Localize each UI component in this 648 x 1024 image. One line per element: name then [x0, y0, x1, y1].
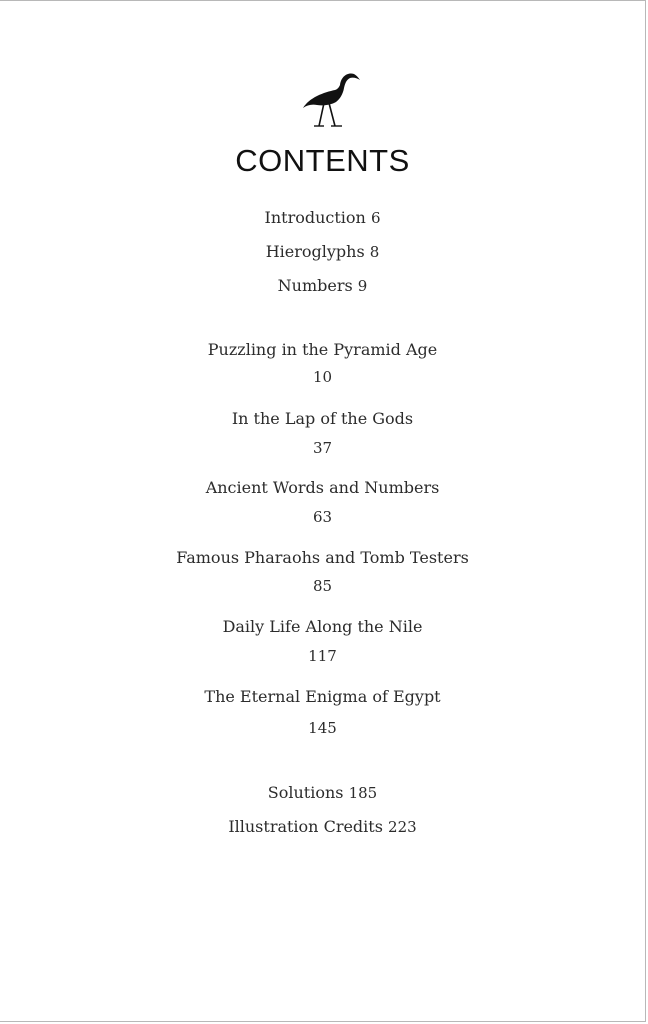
chapter-title[interactable]: In the Lap of the Gods [231, 409, 414, 428]
toc-entry-introduction[interactable] [0, 208, 645, 228]
toc-entry-solutions[interactable] [0, 783, 645, 803]
chapter-page: 63 [312, 508, 333, 526]
page-title: CONTENTS [235, 143, 410, 178]
chapter-title[interactable]: Famous Pharaohs and Tomb Testers [176, 548, 469, 567]
toc-entry-page: 185 [348, 784, 378, 802]
toc-entry-page: 8 [369, 243, 380, 261]
chapter-page: 85 [312, 577, 333, 595]
toc-entry-numbers[interactable] [0, 276, 645, 296]
toc-entry-illustration-credits[interactable] [0, 817, 645, 837]
toc-entry-hieroglyphs[interactable] [0, 242, 645, 262]
toc-entry-page: 9 [357, 277, 368, 295]
toc-entry-page: 223 [388, 818, 417, 836]
chapter-page: 117 [308, 647, 337, 665]
chapter-page: 10 [312, 368, 333, 386]
toc-entry-page: 6 [370, 209, 381, 227]
chapter-title[interactable]: Puzzling in the Pyramid Age [207, 340, 438, 359]
chapter-page: 37 [312, 439, 333, 457]
toc-entry-title: Hieroglyphs [265, 242, 365, 261]
chapter-title[interactable]: Daily Life Along the Nile [222, 617, 423, 636]
toc-entry-title: Introduction [264, 208, 366, 227]
toc-entry-title: Numbers [277, 276, 353, 295]
toc-entry-title: Illustration Credits [228, 817, 383, 836]
chapter-title[interactable]: The Eternal Enigma of Egypt [204, 687, 441, 706]
ibis-icon [300, 69, 362, 129]
toc-entry-title: Solutions [267, 783, 344, 802]
chapter-title[interactable]: Ancient Words and Numbers [205, 478, 440, 497]
chapter-page: 145 [308, 719, 337, 737]
